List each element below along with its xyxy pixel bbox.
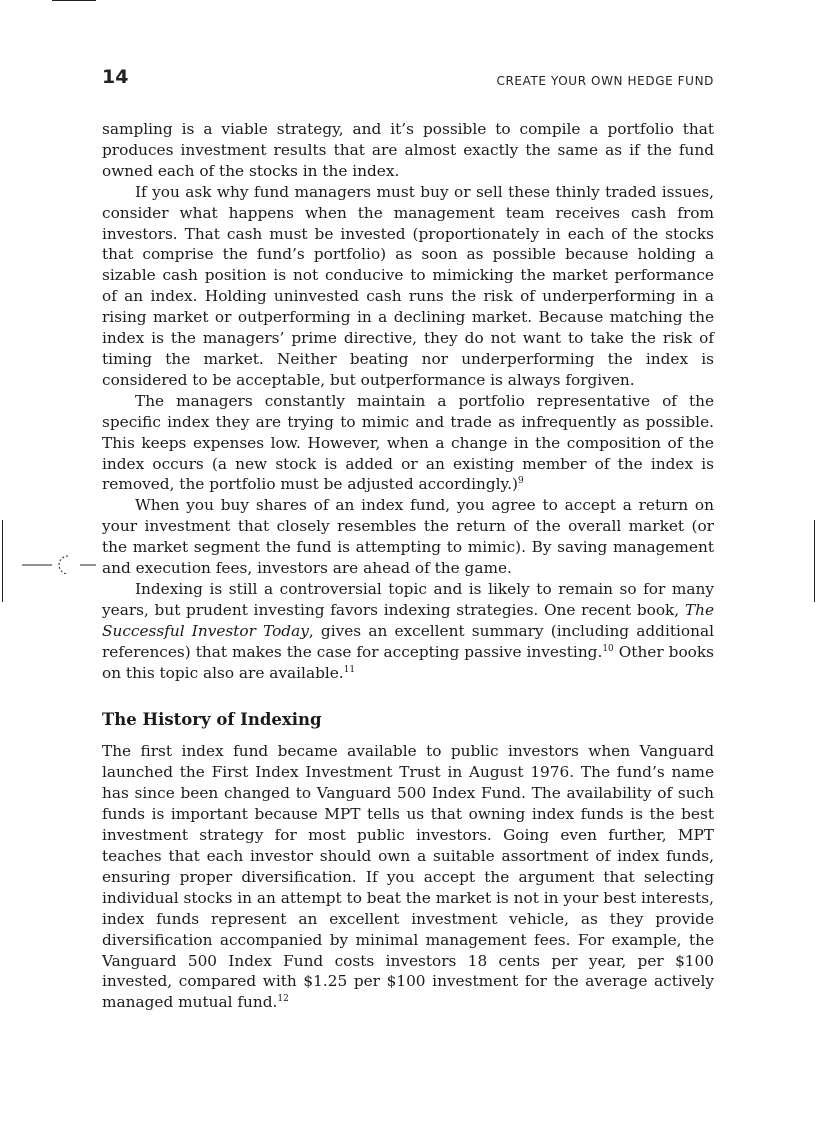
paragraph: If you ask why fund managers must buy or sell these thinly traded issues, consider what happens when the management team receives cash from investors. That cash must be invested (proportionately in each of the stocks that comprise the fund’s portfolio) as soon as possible because holding a sizable cash position is not conducive to mimicking the market performance of an index. Holding uninvested cash runs the risk of underperforming in a rising market or outperforming in a declining market. Because matching the index is the managers’ prime directive, they do not want to take the risk of timing the market. Neither beating nor underperforming the index is considered to be acceptable, but outperformance is always forgiven. <box>102 182 714 389</box>
paragraph: The first index fund became available to public investors when Vanguard launched the First Index Investment Trust in August 1976. The fund’s name has since been changed to Vanguard 500 Index Fund. The availability of such funds is important because MPT tells us that owning index funds is the best investment strategy for most public investors. Going even further, MPT teaches that each investor should own a suitable assortment of index funds, ensuring proper diversification. If you accept the argument that selecting individual stocks in an attempt to beat the market is not in your best interests, index funds represent an excellent investment vehicle, as they provide diversification accompanied by minimal management fees. For example, the Vanguard 500 Index Fund costs investors 18 cents per year, per $100 invested, compared with $1.25 per $100 investment for the average actively managed mutual fund.$^{12}$ <box>102 742 714 1012</box>
running-head: CREATE YOUR OWN HEDGE FUND <box>496 74 714 88</box>
crop-mark-right <box>814 520 815 602</box>
page-number: 14 <box>102 66 129 88</box>
registration-mark-icon <box>22 553 96 577</box>
book-title: The Successful Investor Today <box>102 600 714 640</box>
crop-mark-top <box>52 0 96 1</box>
paragraph: When you buy shares of an index fund, you agree to accept a return on your investment that closely resembles the return of the overall market (or the market segment the fund is attempting to mimic). By saving management and execution fees, investors are ahead of the game. <box>102 496 714 578</box>
body-text <box>102 119 714 1013</box>
footnote-ref: 11 <box>343 664 356 675</box>
crop-mark-left <box>2 520 3 602</box>
section-heading: The History of Indexing <box>102 710 322 730</box>
paragraph: sampling is a viable strategy, and it’s possible to compile a portfolio that produces investment results that are almost exactly the same as if the fund owned each of the stocks in the index. <box>102 120 714 180</box>
paragraph: The managers constantly maintain a portfolio representative of the specific index they are trying to mimic and trade as infrequently as possible. This keeps expenses low. However, when a change in the composition of the index occurs (a new stock is added or an existing member of the index is removed, the portfolio must be adjusted accordingly.)$^9$ <box>102 391 714 494</box>
footnote-ref: 10 <box>602 643 614 654</box>
footnote-ref: 9 <box>517 476 524 487</box>
footnote-ref: 12 <box>277 994 289 1005</box>
paragraph: Indexing is still a controversial topic and is likely to remain so for many years, but prudent investing favors indexing strategies. One recent book, The Successful Investor Today, gives an excellent summary (including additional references) that makes the case for accepting passive investing.$^{10}$ Other books on this topic also are available.$^{11}$ <box>102 579 714 682</box>
